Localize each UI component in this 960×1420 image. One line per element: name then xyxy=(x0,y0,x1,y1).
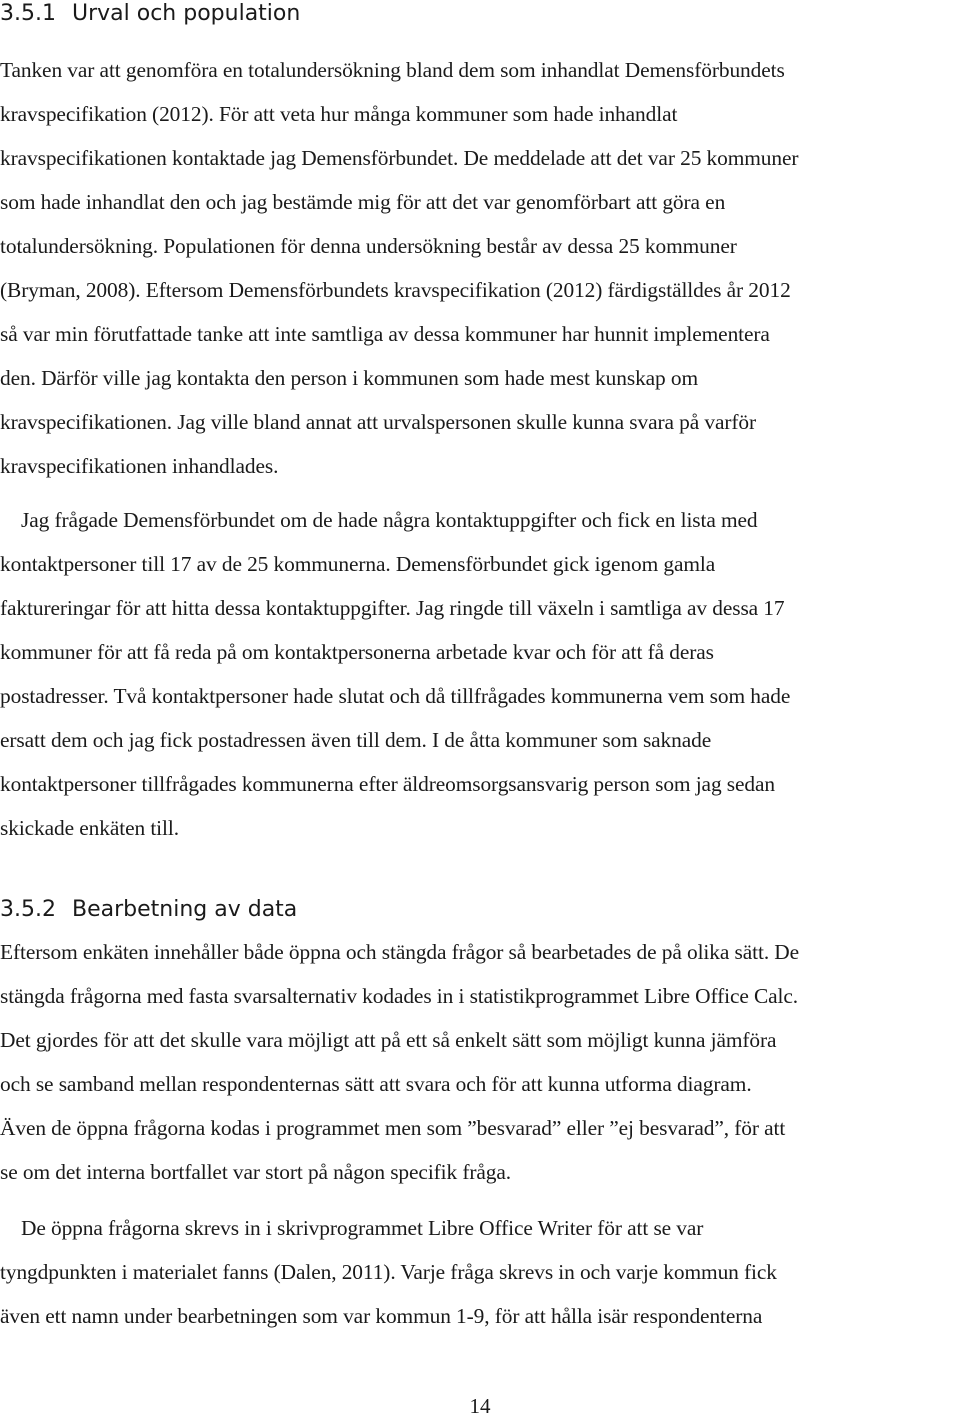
text-line: kravspecifikationen. Jag ville bland annat att urvalspersonen skulle kunna svara på varför xyxy=(0,410,757,434)
section-heading-bearbetning xyxy=(0,896,297,924)
text-line: kravspecifikation (2012). För att veta hur många kommuner som hade inhandlat xyxy=(0,102,678,126)
text-line: kravspecifikationen kontaktade jag Demensförbundet. De meddelade att det var 25 kommuner xyxy=(0,146,799,170)
paragraph-urval-2 xyxy=(0,498,960,850)
text-line: Eftersom enkäten innehåller både öppna och stängda frågor så bearbetades de på olika sätt. De xyxy=(0,940,800,964)
text-line: Det gjordes för att det skulle vara möjligt att på ett så enkelt sätt som möjligt kunna jämföra xyxy=(0,1028,777,1052)
text-line: och se samband mellan respondenternas sätt att svara och för att kunna utforma diagram. xyxy=(0,1072,752,1096)
text-line: som hade inhandlat den och jag bestämde mig för att det var genomförbart att göra en xyxy=(0,190,726,214)
text-line: se om det interna bortfallet var stort på någon specifik fråga. xyxy=(0,1160,512,1184)
paragraph-bearbetning-1 xyxy=(0,930,960,1194)
paragraph-bearbetning-2 xyxy=(0,1206,960,1338)
section-number: 3.5.1 xyxy=(0,1,56,26)
text-line: postadresser. Två kontaktpersoner hade slutat och då tillfrågades kommunerna vem som hade xyxy=(0,684,791,708)
paragraph-urval-1 xyxy=(0,48,960,488)
text-line: kravspecifikationen inhandlades. xyxy=(0,454,279,478)
text-line: stängda frågorna med fasta svarsalternativ kodades in i statistikprogrammet Libre Office Calc. xyxy=(0,984,799,1008)
section-heading-urval xyxy=(0,0,300,28)
text-line: Även de öppna frågorna kodas i programmet men som ”besvarad” eller ”ej besvarad”, för att xyxy=(0,1116,786,1140)
text-line: så var min förutfattade tanke att inte samtliga av dessa kommuner har hunnit implementera xyxy=(0,322,770,346)
text-line: skickade enkäten till. xyxy=(0,816,179,840)
text-line: ersatt dem och jag fick postadressen även till dem. I de åtta kommuner som saknade xyxy=(0,728,712,752)
text-line: faktureringar för att hitta dessa kontaktuppgifter. Jag ringde till växeln i samtliga av dessa 17 xyxy=(0,596,785,620)
text-line: kontaktpersoner till 17 av de 25 kommunerna. Demensförbundet gick igenom gamla xyxy=(0,552,716,576)
text-line: De öppna frågorna skrevs in i skrivprogrammet Libre Office Writer för att se var xyxy=(0,1216,704,1240)
text-line: Tanken var att genomföra en totalundersökning bland dem som inhandlat Demensförbundets xyxy=(0,58,785,82)
section-title: Urval och population xyxy=(72,1,301,26)
text-line: Jag frågade Demensförbundet om de hade några kontaktuppgifter och fick en lista med xyxy=(0,508,758,532)
text-line: även ett namn under bearbetningen som var kommun 1-9, för att hålla isär respondenterna xyxy=(0,1304,763,1328)
text-line: totalundersökning. Populationen för denna undersökning består av dessa 25 kommuner xyxy=(0,234,737,258)
section-title: Bearbetning av data xyxy=(72,897,298,922)
page-number: 14 xyxy=(469,1394,491,1418)
text-line: (Bryman, 2008). Eftersom Demensförbundets kravspecifikation (2012) färdigställdes år 2012 xyxy=(0,278,791,302)
text-line: den. Därför ville jag kontakta den person i kommunen som hade mest kunskap om xyxy=(0,366,699,390)
text-line: tyngdpunkten i materialet fanns (Dalen, 2011). Varje fråga skrevs in och varje kommun fick xyxy=(0,1260,777,1284)
text-line: kontaktpersoner tillfrågades kommunerna efter äldreomsorgsansvarig person som jag sedan xyxy=(0,772,775,796)
text-line: kommuner för att få reda på om kontaktpersonerna arbetade kvar och för att få deras xyxy=(0,640,714,664)
section-number: 3.5.2 xyxy=(0,897,56,922)
